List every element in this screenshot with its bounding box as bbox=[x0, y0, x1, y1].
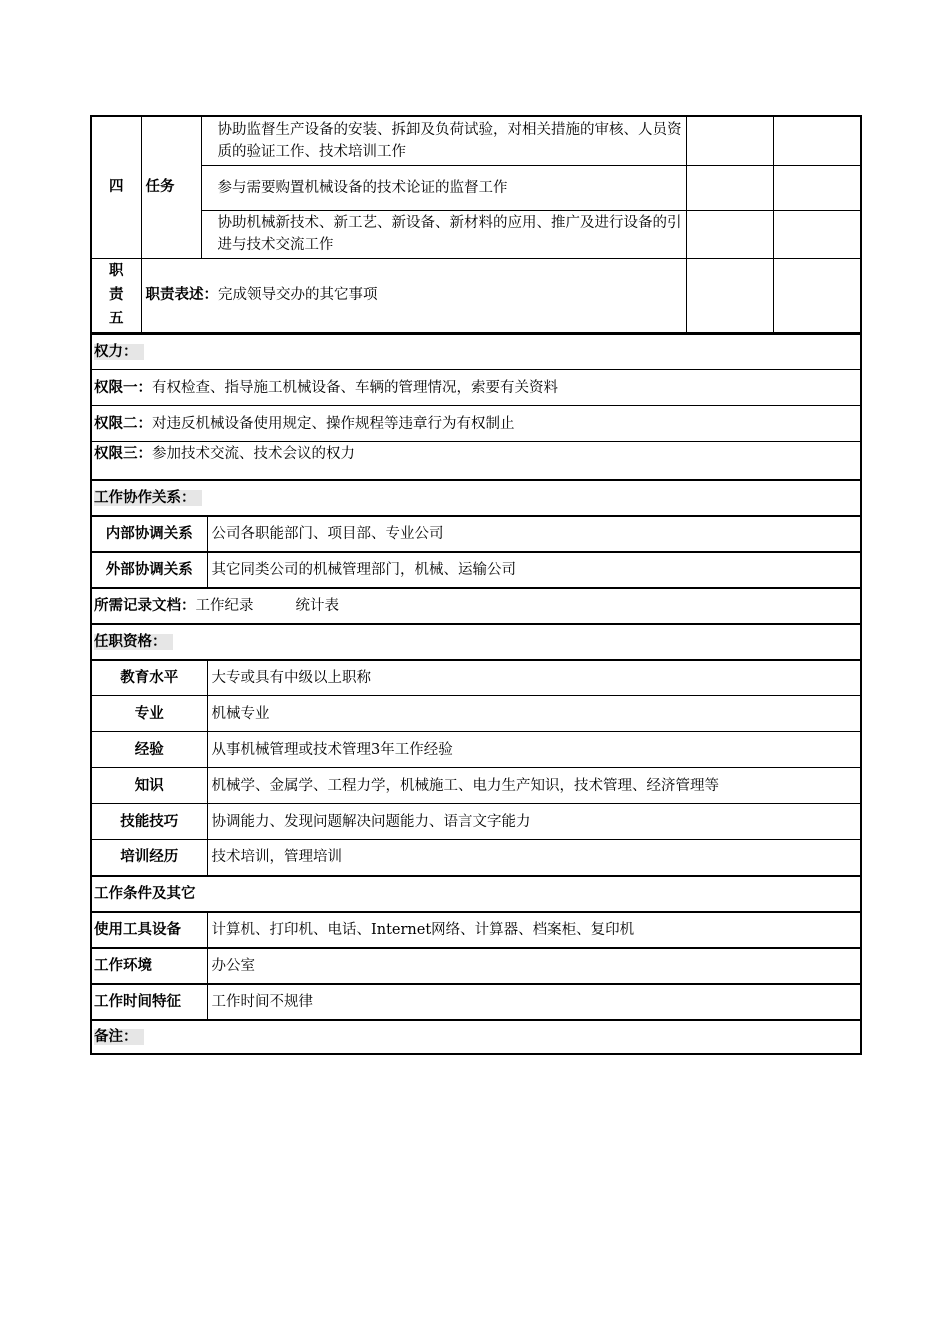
authority-text-2: 对违反机械设备使用规定、操作规程等违章行为有权制止 bbox=[152, 415, 515, 432]
qualification-value-4: 机械学、金属学、工程力学，机械施工、电力生产知识，技术管理、经济管理等 bbox=[207, 768, 861, 804]
duty4-label: 任务 bbox=[141, 116, 201, 258]
duty4-row-2 bbox=[91, 165, 861, 210]
duty4-task-3: 协助机械新技术、新工艺、新设备、新材料的应用、推广及进行设备的引进与技术交流工作 bbox=[201, 210, 686, 258]
duty5-number-char: 职 bbox=[109, 263, 124, 279]
conditions-label-3: 工作时间特征 bbox=[91, 984, 207, 1020]
duty4-number: 四 bbox=[91, 116, 141, 258]
qualification-label-2: 专业 bbox=[91, 696, 207, 732]
qualification-label-1: 教育水平 bbox=[91, 660, 207, 696]
duty5-number-char: 责 bbox=[109, 287, 124, 303]
duty5-text: 完成领导交办的其它事项 bbox=[218, 287, 378, 303]
details-table bbox=[90, 333, 862, 1055]
records-item-1: 工作纪录 bbox=[195, 597, 254, 614]
conditions-value-1: 计算机、打印机、电话、Internet网络、计算器、档案柜、复印机 bbox=[207, 912, 861, 948]
qualification-label-4: 知识 bbox=[91, 768, 207, 804]
authority-text-3: 参加技术交流、技术会议的权力 bbox=[152, 446, 355, 462]
duty4-task-1-col4 bbox=[686, 116, 773, 165]
duty4-task-3-col4 bbox=[686, 210, 773, 258]
qualification-label-6: 培训经历 bbox=[91, 840, 207, 876]
authority-row-3 bbox=[91, 442, 861, 480]
conditions-row-1 bbox=[91, 912, 861, 948]
qualification-value-1: 大专或具有中级以上职称 bbox=[207, 660, 861, 696]
records-label: 所需记录文档： bbox=[94, 597, 196, 614]
remarks-row bbox=[91, 1020, 861, 1054]
qualification-row-1 bbox=[91, 660, 861, 696]
qualification-title-row bbox=[91, 624, 861, 660]
conditions-title: 工作条件及其它 bbox=[94, 885, 196, 902]
qualification-title: 任职资格： bbox=[94, 634, 173, 650]
cooperation-title: 工作协作关系： bbox=[94, 490, 202, 506]
authority-text-1: 有权检查、指导施工机械设备、车辆的管理情况，索要有关资料 bbox=[152, 379, 558, 396]
authority-title-row bbox=[91, 334, 861, 370]
remarks-title: 备注： bbox=[94, 1029, 144, 1045]
duties-table bbox=[90, 115, 862, 333]
duty4-task-1: 协助监督生产设备的安装、拆卸及负荷试验，对相关措施的审核、人员资质的验证工作、技术培训工作 bbox=[201, 116, 686, 165]
qualification-row-2 bbox=[91, 696, 861, 732]
conditions-label-1: 使用工具设备 bbox=[91, 912, 207, 948]
conditions-row-3 bbox=[91, 984, 861, 1020]
duty5-col4 bbox=[686, 258, 773, 332]
cooperation-row-2 bbox=[91, 552, 861, 588]
qualification-row-6 bbox=[91, 840, 861, 876]
qualification-value-6: 技术培训，管理培训 bbox=[207, 840, 861, 876]
qualification-row-4 bbox=[91, 768, 861, 804]
conditions-value-2: 办公室 bbox=[207, 948, 861, 984]
duty4-task-2-col4 bbox=[686, 165, 773, 210]
conditions-title-row bbox=[91, 876, 861, 912]
conditions-row-2 bbox=[91, 948, 861, 984]
authority-title: 权力： bbox=[94, 344, 144, 360]
authority-label-3: 权限三： bbox=[94, 446, 152, 462]
conditions-label-2: 工作环境 bbox=[91, 948, 207, 984]
cooperation-label-1: 内部协调关系 bbox=[91, 516, 207, 552]
authority-label-2: 权限二： bbox=[94, 415, 152, 432]
duty5-number-char: 五 bbox=[109, 311, 124, 327]
duty5-label: 职责表述： bbox=[145, 287, 218, 303]
duty4-task-1-col5 bbox=[773, 116, 861, 165]
qualification-value-2: 机械专业 bbox=[207, 696, 861, 732]
authority-label-1: 权限一： bbox=[94, 379, 152, 396]
duty5-row bbox=[91, 258, 861, 332]
authority-row-1 bbox=[91, 370, 861, 406]
qualification-row-3 bbox=[91, 732, 861, 768]
duty5-col5 bbox=[773, 258, 861, 332]
authority-row-2 bbox=[91, 406, 861, 442]
qualification-label-3: 经验 bbox=[91, 732, 207, 768]
duty4-task-3-col5 bbox=[773, 210, 861, 258]
records-row bbox=[91, 588, 861, 624]
cooperation-value-1: 公司各职能部门、项目部、专业公司 bbox=[207, 516, 861, 552]
records-item-2: 统计表 bbox=[295, 597, 339, 614]
duty4-row-3 bbox=[91, 210, 861, 258]
job-description-page bbox=[90, 115, 860, 1055]
qualification-value-3: 从事机械管理或技术管理3年工作经验 bbox=[207, 732, 861, 768]
duty5-description bbox=[141, 258, 686, 332]
cooperation-row-1 bbox=[91, 516, 861, 552]
conditions-value-3: 工作时间不规律 bbox=[207, 984, 861, 1020]
duty4-row-1 bbox=[91, 116, 861, 165]
duty4-task-2: 参与需要购置机械设备的技术论证的监督工作 bbox=[201, 165, 686, 210]
qualification-label-5: 技能技巧 bbox=[91, 804, 207, 840]
cooperation-title-row bbox=[91, 480, 861, 516]
cooperation-label-2: 外部协调关系 bbox=[91, 552, 207, 588]
cooperation-value-2: 其它同类公司的机械管理部门，机械、运输公司 bbox=[207, 552, 861, 588]
duty5-number bbox=[91, 258, 141, 332]
duty4-task-2-col5 bbox=[773, 165, 861, 210]
qualification-row-5 bbox=[91, 804, 861, 840]
qualification-value-5: 协调能力、发现问题解决问题能力、语言文字能力 bbox=[207, 804, 861, 840]
